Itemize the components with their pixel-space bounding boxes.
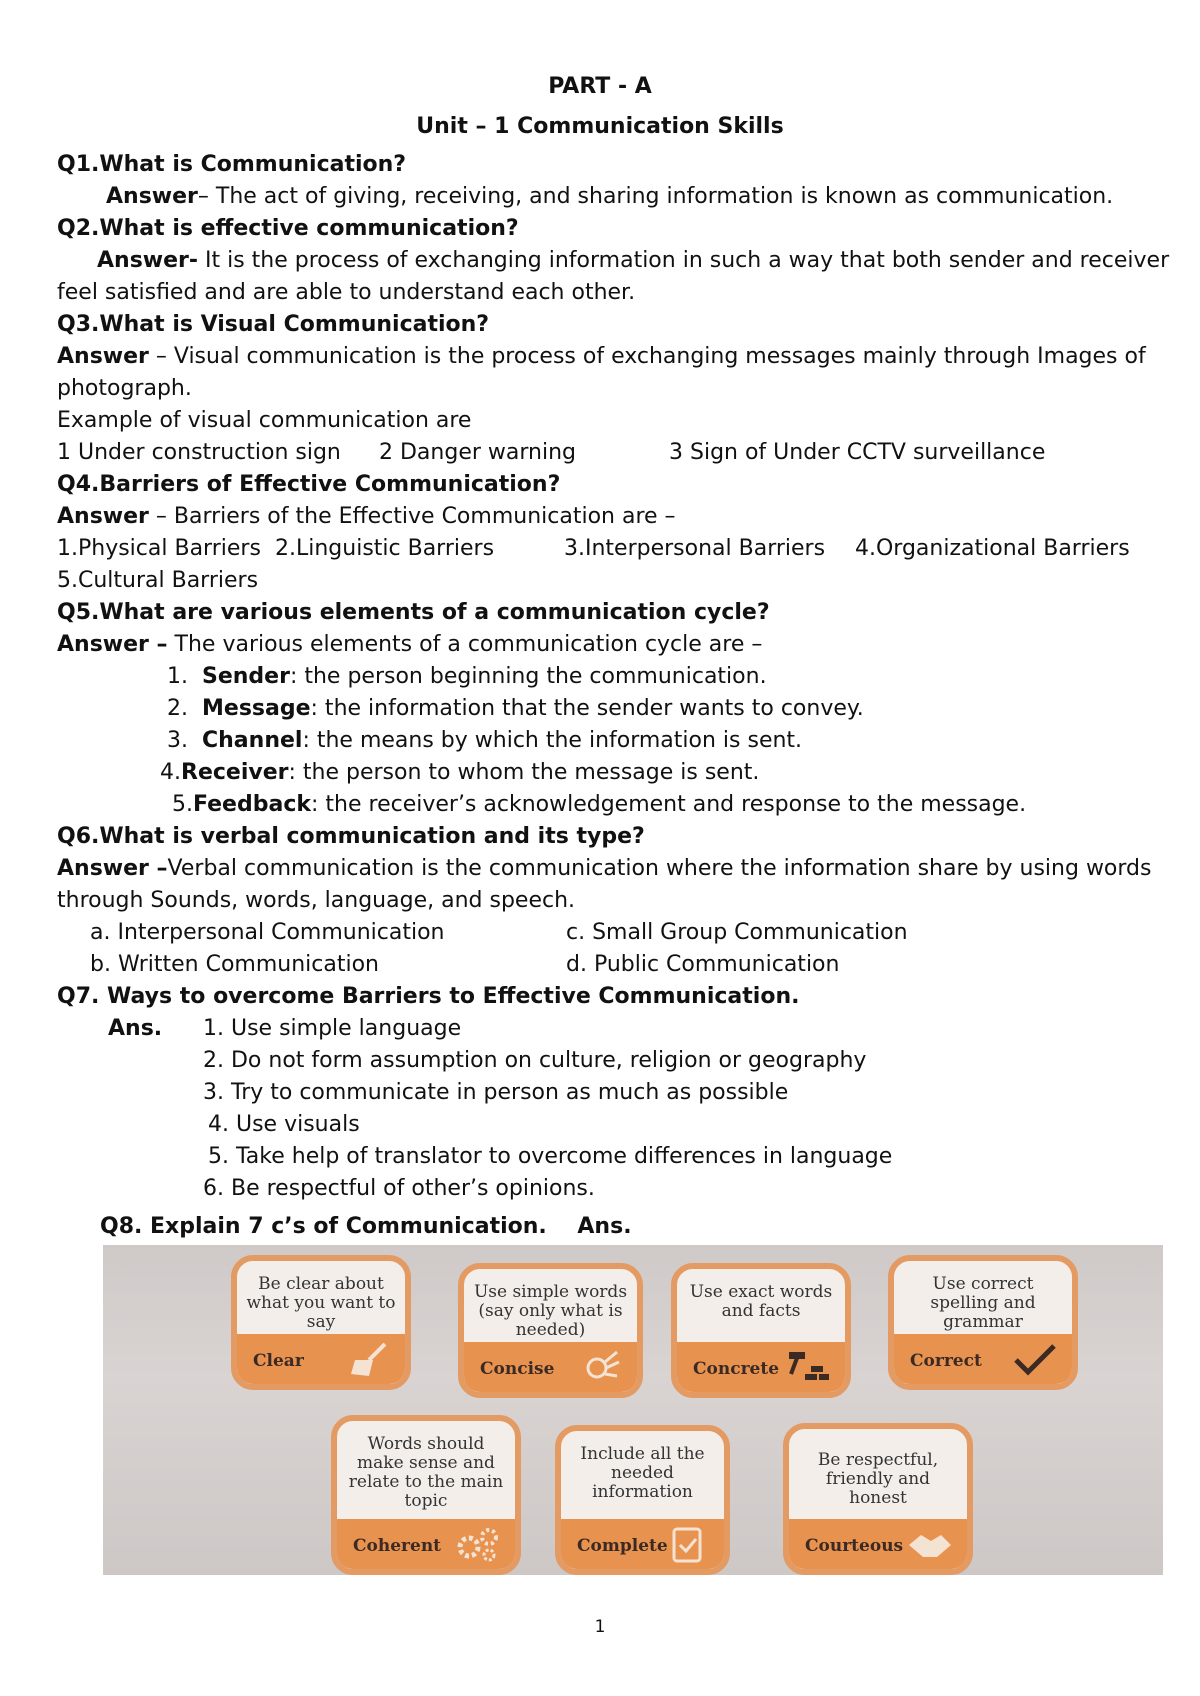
q3-answer-cont: photograph.	[57, 376, 192, 401]
overcome-item: 5. Take help of translator to overcome differences in language	[208, 1144, 893, 1169]
q6-answer-cont: through Sounds, words, language, and speech.	[57, 888, 576, 913]
overcome-item: 3. Try to communicate in person as much as possible	[203, 1080, 789, 1105]
overcome-item: 6. Be respectful of other’s opinions.	[203, 1176, 595, 1201]
card-text: Be clear about what you want to say	[246, 1274, 396, 1332]
cycle-element	[167, 694, 864, 724]
card-text: Use exact words and facts	[689, 1282, 833, 1321]
answer-label: Answer	[57, 344, 149, 369]
card-complete	[555, 1425, 730, 1575]
part-heading: PART - A	[548, 74, 652, 99]
cycle-element	[167, 726, 802, 756]
unit-title: Unit – 1 Communication Skills	[416, 114, 784, 139]
card-coherent	[331, 1415, 521, 1575]
q3-question: Q3.What is Visual Communication?	[57, 312, 490, 337]
list-desc: : the person beginning the communication.	[289, 664, 767, 689]
q7-answer-label: Ans.	[108, 1016, 163, 1041]
q4-answer	[57, 502, 676, 532]
list-number: 2.	[167, 696, 188, 721]
barrier-item: 1.Physical Barriers	[57, 536, 261, 561]
card-label: Complete	[577, 1536, 668, 1556]
answer-text: It is the process of exchanging information in such a way that both sender and receiver	[198, 248, 1170, 273]
card-correct	[888, 1255, 1078, 1390]
answer-label: Answer	[106, 184, 198, 209]
barrier-item: 3.Interpersonal Barriers	[564, 536, 826, 561]
check-icon	[1012, 1340, 1058, 1378]
overcome-item: 2. Do not form assumption on culture, religion or geography	[203, 1048, 867, 1073]
card-text: Use correct spelling and grammar	[930, 1274, 1036, 1332]
verbal-type: a. Interpersonal Communication	[90, 920, 445, 945]
example-item: 1 Under construction sign	[57, 440, 341, 465]
answer-label: Answer-	[97, 248, 199, 273]
handshake-icon	[907, 1525, 953, 1563]
verbal-type: b. Written Communication	[90, 952, 379, 977]
card-text: Include all the needed information	[580, 1444, 705, 1502]
q4-question: Q4.Barriers of Effective Communication?	[57, 472, 561, 497]
seven-cs-photo	[103, 1245, 1163, 1575]
list-term: Feedback	[193, 792, 311, 817]
card-label: Concrete	[693, 1359, 780, 1379]
overcome-item: 1. Use simple language	[203, 1016, 462, 1041]
card-courteous	[783, 1423, 973, 1575]
gears-icon	[455, 1525, 501, 1563]
verbal-type: d. Public Communication	[566, 952, 840, 977]
broom-icon	[345, 1340, 391, 1378]
card-label: Concise	[480, 1359, 555, 1379]
list-number: 5.	[172, 792, 193, 817]
card-text: Use simple words (say only what is needed)	[473, 1282, 628, 1340]
list-desc: : the receiver’s acknowledgement and response to the message.	[311, 792, 1027, 817]
card-label: Correct	[910, 1351, 982, 1371]
answer-text: – Visual communication is the process of exchanging messages mainly through Images of	[148, 344, 1146, 369]
list-number: 1.	[167, 664, 188, 689]
q3-answer	[57, 342, 1146, 372]
barrier-item: 5.Cultural Barriers	[57, 568, 259, 593]
list-term: Sender	[202, 664, 290, 689]
answer-text: – Barriers of the Effective Communication are –	[148, 504, 676, 529]
overcome-item: 4. Use visuals	[208, 1112, 360, 1137]
cycle-element	[167, 662, 767, 692]
q5-answer	[57, 630, 762, 660]
list-number: 3.	[167, 728, 188, 753]
card-label: Coherent	[353, 1536, 442, 1556]
answer-label: Answer –	[57, 856, 168, 881]
card-text: Be respectful, friendly and honest	[817, 1450, 939, 1508]
clipboard-check-icon	[664, 1525, 710, 1563]
answer-text: Verbal communication is the communication where the information share by using words	[167, 856, 1152, 881]
q5-question: Q5.What are various elements of a communication cycle?	[57, 600, 770, 625]
example-item: 2 Danger warning	[379, 440, 576, 465]
q8-question	[100, 1212, 632, 1242]
q8-text: Q8. Explain 7 c’s of Communication.	[100, 1214, 547, 1239]
list-desc: : the means by which the information is sent.	[302, 728, 803, 753]
card-concrete	[671, 1263, 851, 1398]
list-term: Message	[202, 696, 311, 721]
hand-icon	[577, 1348, 623, 1386]
card-text: Words should make sense and relate to the main topic	[348, 1434, 504, 1511]
card-label: Courteous	[805, 1536, 904, 1556]
q2-question: Q2.What is effective communication?	[57, 216, 519, 241]
q6-question: Q6.What is verbal communication and its type?	[57, 824, 645, 849]
q7-question: Q7. Ways to overcome Barriers to Effective Communication.	[57, 984, 800, 1009]
cycle-element	[160, 758, 759, 788]
card-clear	[231, 1255, 411, 1390]
answer-label: Answer	[57, 504, 149, 529]
list-number: 4.	[160, 760, 181, 785]
card-label: Clear	[253, 1351, 304, 1371]
list-term: Channel	[202, 728, 303, 753]
list-desc: : the information that the sender wants to convey.	[310, 696, 864, 721]
card-concise	[458, 1263, 643, 1398]
barrier-item: 2.Linguistic Barriers	[275, 536, 495, 561]
answer-text: The various elements of a communication cycle are –	[167, 632, 763, 657]
page-number: 1	[594, 1617, 606, 1637]
barrier-item: 4.Organizational Barriers	[855, 536, 1130, 561]
verbal-type: c. Small Group Communication	[566, 920, 908, 945]
list-desc: : the person to whom the message is sent.	[288, 760, 760, 785]
hammer-bricks-icon	[785, 1348, 831, 1386]
list-term: Receiver	[181, 760, 289, 785]
q3-example-intro: Example of visual communication are	[57, 408, 472, 433]
answer-label: Answer –	[57, 632, 168, 657]
q2-answer-cont: feel satisfied and are able to understand each other.	[57, 280, 636, 305]
q2-answer	[97, 246, 1169, 276]
cycle-element	[172, 790, 1026, 820]
q1-answer	[106, 182, 1113, 212]
q6-answer	[57, 854, 1151, 884]
example-item: 3 Sign of Under CCTV surveillance	[669, 440, 1046, 465]
q1-question: Q1.What is Communication?	[57, 152, 407, 177]
answer-text: – The act of giving, receiving, and sharing information is known as communication.	[197, 184, 1114, 209]
q8-answer-label: Ans.	[577, 1214, 632, 1239]
